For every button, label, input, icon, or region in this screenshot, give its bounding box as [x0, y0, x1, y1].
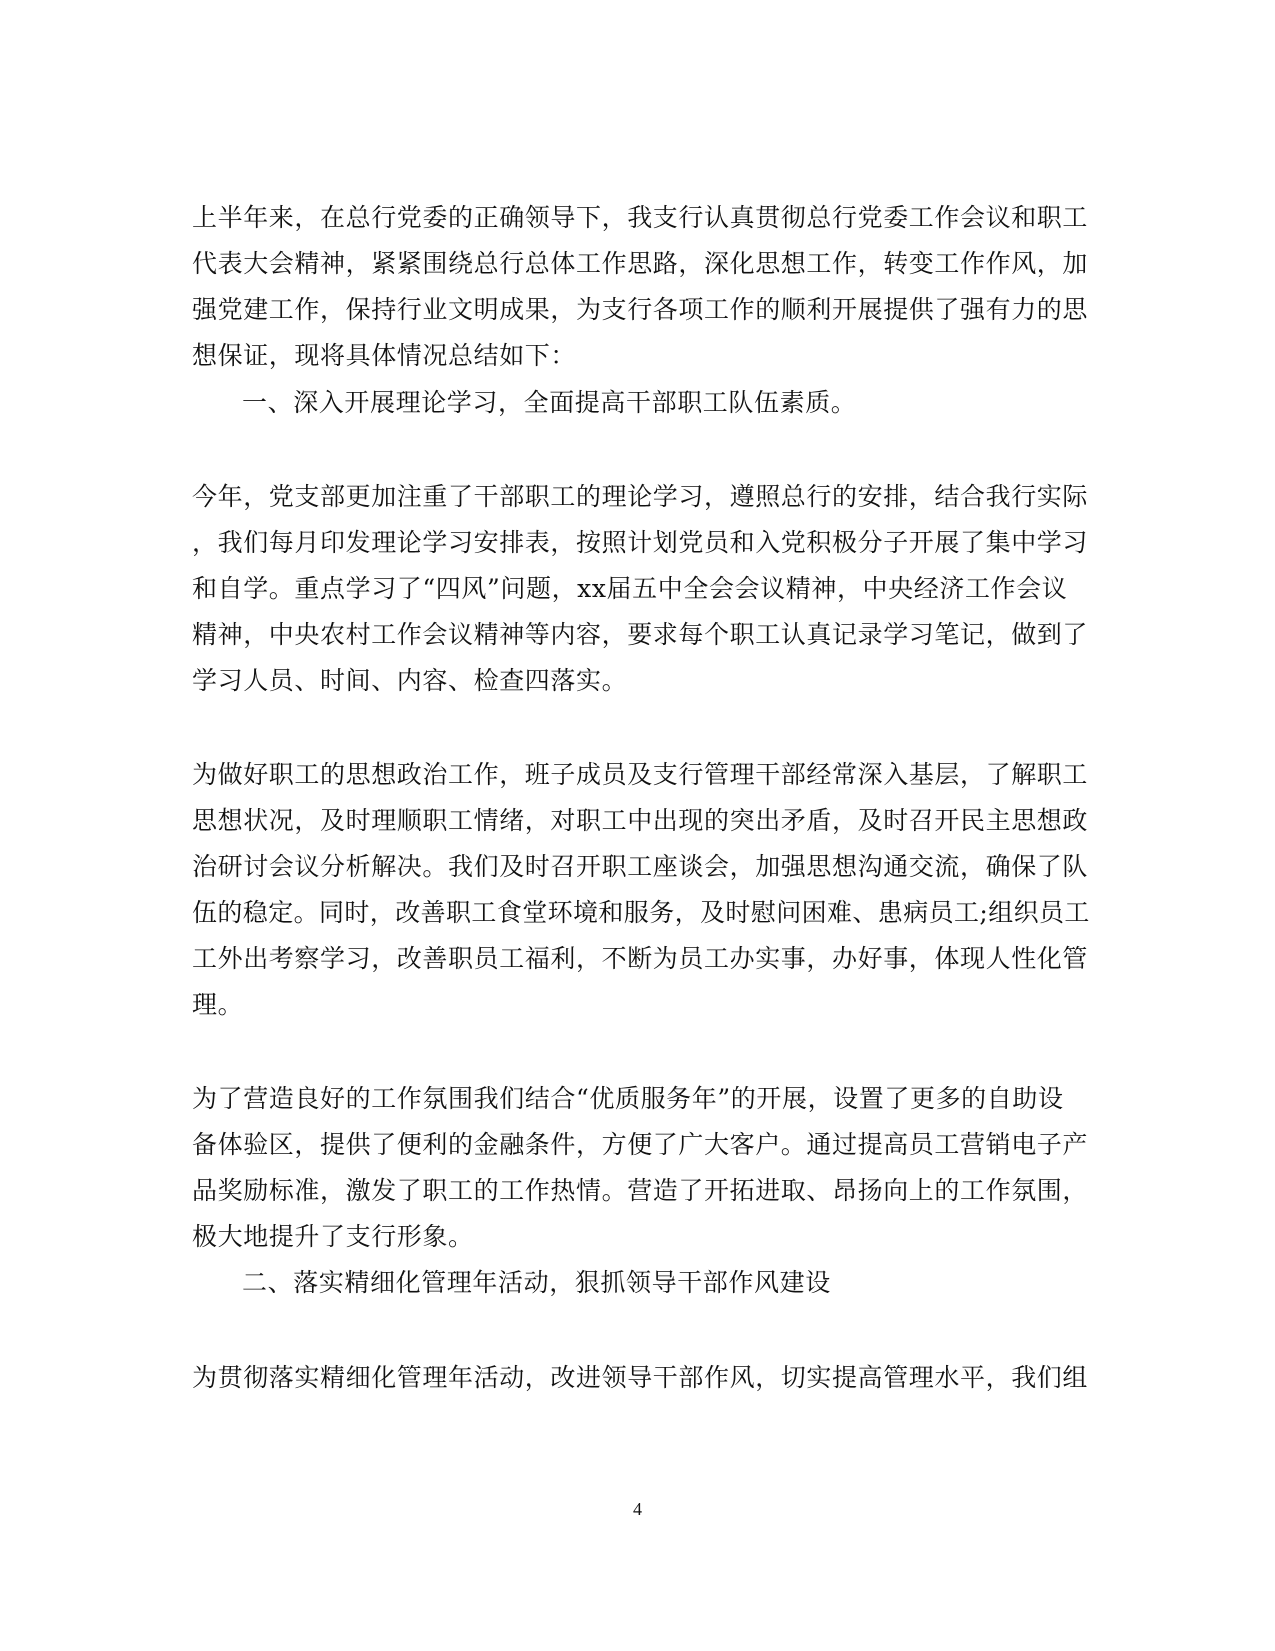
paragraph-4-line-1: 为了营造良好的工作氛围我们结合“优质服务年”的开展，设置了更多的自助设	[192, 1084, 1064, 1113]
paragraph-2-line-1: 今年，党支部更加注重了干部职工的理论学习，遵照总行的安排，结合我行实际	[192, 482, 1089, 511]
page-number: 4	[633, 1499, 642, 1519]
paragraph-1-line-1: 上半年来，在总行党委的正确领导下，我支行认真贯彻总行党委工作会议和职工	[192, 203, 1089, 232]
paragraph-3-line-4: 伍的稳定。同时，改善职工食堂环境和服务，及时慰问困难、患病员工;组织员工	[192, 898, 1090, 927]
paragraph-3-line-1: 为做好职工的思想政治工作，班子成员及支行管理干部经常深入基层，了解职工	[192, 760, 1089, 789]
section-heading-2: 二、落实精细化管理年活动，狠抓领导干部作风建设	[242, 1268, 831, 1297]
paragraph-4-line-4: 极大地提升了支行形象。	[192, 1222, 474, 1251]
paragraph-3-line-5: 工外出考察学习，改善职员工福利，不断为员工办实事，办好事，体现人性化管	[192, 944, 1089, 973]
paragraph-5-line-1: 为贯彻落实精细化管理年活动，改进领导干部作风，切实提高管理水平，我们组	[192, 1363, 1089, 1392]
paragraph-3-line-3: 治研讨会议分析解决。我们及时召开职工座谈会，加强思想沟通交流，确保了队	[192, 852, 1089, 881]
paragraph-1-line-4: 想保证，现将具体情况总结如下：	[192, 341, 577, 370]
paragraph-3-line-2: 思想状况，及时理顺职工情绪，对职工中出现的突出矛盾，及时召开民主思想政	[192, 806, 1089, 835]
paragraph-1-line-3: 强党建工作，保持行业文明成果，为支行各项工作的顺利开展提供了强有力的思	[192, 295, 1089, 324]
paragraph-2-line-3: 和自学。重点学习了“四风”问题，xx届五中全会会议精神，中央经济工作会议	[192, 574, 1068, 603]
paragraph-1-line-2: 代表大会精神，紧紧围绕总行总体工作思路，深化思想工作，转变工作作风，加	[192, 249, 1089, 278]
paragraph-4-line-3: 品奖励标准，激发了职工的工作热情。营造了开拓进取、昂扬向上的工作氛围，	[192, 1176, 1089, 1205]
paragraph-2-line-5: 学习人员、时间、内容、检查四落实。	[192, 666, 628, 695]
paragraph-2-line-2: ，我们每月印发理论学习安排表，按照计划党员和入党积极分子开展了集中学习	[192, 528, 1089, 557]
paragraph-4-line-2: 备体验区，提供了便利的金融条件，方便了广大客户。通过提高员工营销电子产	[192, 1130, 1089, 1159]
paragraph-2-line-4: 精神，中央农村工作会议精神等内容，要求每个职工认真记录学习笔记，做到了	[192, 620, 1089, 649]
section-heading-1: 一、深入开展理论学习，全面提高干部职工队伍素质。	[242, 388, 857, 417]
paragraph-3-line-6: 理。	[192, 990, 244, 1019]
